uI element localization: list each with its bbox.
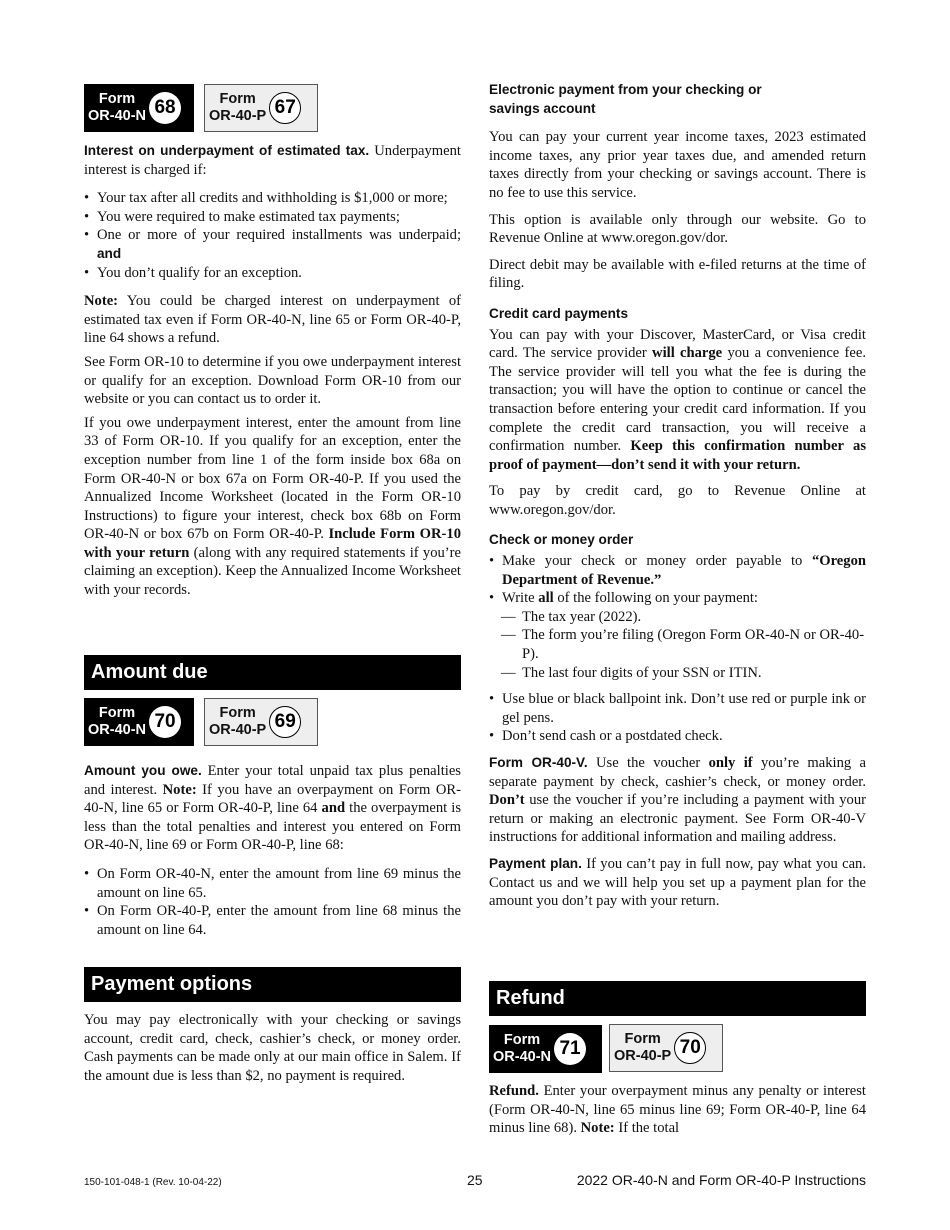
refund-label: Refund. <box>489 1083 539 1099</box>
payment-plan-label: Payment plan. <box>489 855 582 871</box>
payment-options-text: You may pay electronically with your checking or savings account, credit card, check, cashier’s check, or money order. Cash payments can be made only at our main office in Salem. If the amount due is less than $2, no payment is required. <box>84 1012 461 1084</box>
will-charge: will charge <box>652 345 723 362</box>
check-bullet: • Use blue or black ballpoint ink. Don’t use red or purple ink or gel pens. <box>489 690 866 727</box>
interest-para2: See Form OR-10 to determine if you owe underpayment interest or qualify for an exception. Download Form OR-10 from our website or you can contact us to order it. <box>84 353 461 408</box>
check-text: Write <box>502 590 535 607</box>
check-bullet <box>489 589 866 608</box>
check-dash-item: — The form you’re filing (Oregon Form OR-40-N or OR-40-P). <box>489 626 866 663</box>
credit-card-heading: Credit card payments <box>489 305 629 321</box>
credit-text: you a convenience fee. The service provider will tell you what the fee is during the transaction; you will have the option to continue or cancel the transaction before entering your credit card information. If you complete the credit card transaction, you will receive a confirmation number. <box>489 345 867 455</box>
note-label: Note: <box>162 781 197 798</box>
credit-text: You can pay with your Discover, MasterCard, or Visa credit card. The service provider <box>489 326 866 362</box>
form-badge-or40n-68 <box>84 84 194 132</box>
note-label: Note: <box>580 1120 615 1137</box>
interest-bullet: • You were required to make estimated tax payments; <box>84 208 461 227</box>
refund-heading: Refund <box>489 981 866 1016</box>
voucher-text: you’re making a separate payment by check, cashier’s check, or money order. <box>489 755 867 790</box>
line-number-badge: 67 <box>269 92 301 124</box>
payee-name: “Oregon Department of Revenue.” <box>502 553 866 588</box>
footer-title: 2022 OR-40-N and Form OR-40-P Instructions <box>576 1172 866 1188</box>
line-number-badge: 71 <box>554 1033 586 1065</box>
payment-options-heading: Payment options <box>84 967 461 1002</box>
badge-form-label: Form <box>503 1032 541 1048</box>
check-text: of the following on your payment: <box>557 590 758 607</box>
interest-bullet: • You don’t qualify for an exception. <box>84 264 461 283</box>
voucher-text: use the voucher if you’re including a payment with your return or making an electronic payment. See Form OR-40-V instructions for additional information and mailing address. <box>489 792 866 846</box>
interest-bullet-and: and <box>97 245 122 261</box>
interest-note: You could be charged interest on underpayment of estimated tax even if Form OR-40-N, line 65 or Form OR-40-P, line 64 shows a refund. <box>84 293 462 347</box>
keep-confirmation: Keep this confirmation number as proof of payment—don’t send it with your return. <box>489 438 866 473</box>
interest-title: Interest on underpayment of estimated tax. <box>84 143 370 158</box>
form-badge-or40p-70 <box>609 1024 723 1072</box>
amount-due-heading: Amount due <box>84 655 461 690</box>
all-label: all <box>538 590 554 607</box>
amount-due-section <box>84 762 461 939</box>
check-text: Make your check or money order payable to <box>502 553 803 570</box>
dont-label: Don’t <box>489 792 525 809</box>
amount-due-text: If you have an overpayment on Form OR-40-N, line 65 or Form OR-40-P, line 64 <box>84 781 461 817</box>
badge-form-label: Form <box>98 91 136 107</box>
line-number-badge: 69 <box>269 706 301 738</box>
form-badge-or40p-67 <box>204 84 318 132</box>
badge-form-code: OR-40-N <box>88 108 147 124</box>
electronic-payment-heading: Electronic payment from your checking or savings account <box>489 82 762 116</box>
payment-plan-text: If you can’t pay in full now, pay what you can. Contact us and we will help you set up a payment plan for the amount you don’t pay with your return. <box>489 855 867 910</box>
interest-bullet: • Your tax after all credits and withholding is $1,000 or more; <box>84 189 461 208</box>
badge-form-label: Form <box>98 705 136 721</box>
amount-due-text: the overpayment is less than the total penalties and interest you entered on Form OR-40-N, line 69 or Form OR-40-P, line 68: <box>84 800 461 854</box>
payment-options-section <box>84 1011 461 1085</box>
line-number-badge: 70 <box>149 706 181 738</box>
check-dash-item: — The tax year (2022). <box>489 608 866 627</box>
refund-text: Enter your overpayment minus any penalty or interest (Form OR-40-N, line 65 minus line 69; Form OR-40-P, line 64 minus line 68). <box>489 1083 866 1137</box>
check-dash-item: — The last four digits of your SSN or ITIN. <box>489 664 866 683</box>
electronic-p2: This option is available only through our website. Go to Revenue Online at www.oregon.gov/dor. <box>489 211 866 247</box>
electronic-p3: Direct debit may be available with e-filed returns at the time of filing. <box>489 256 866 292</box>
amount-due-bullet: • On Form OR-40-P, enter the amount from line 68 minus the amount on line 64. <box>84 902 461 939</box>
interest-intro: Underpayment interest is charged if: <box>84 143 461 178</box>
form-badge-or40n-70 <box>84 698 194 746</box>
interest-para3: If you owe underpayment interest, enter the amount from line 33 of Form OR-10. If you qualify for an exception, enter the exception number from line 1 of the form inside box 68a on Form OR-40-N or box 67a on Form OR-40-P. If you used the Annualized Income Worksheet (located in the Form OR-10 Instructions) to figure your interest, check box 68b on Form OR-40-N or box 67b on Form OR-40-P. <box>84 414 461 543</box>
refund-section <box>489 1082 866 1138</box>
interest-section <box>84 142 461 600</box>
and-label: and <box>321 800 346 817</box>
amount-you-owe-label: Amount you owe. <box>84 763 202 778</box>
form-badge-or40n-71 <box>489 1025 602 1073</box>
badge-form-code: OR-40-N <box>493 1049 552 1065</box>
refund-text: If the total <box>618 1120 680 1137</box>
footer-form-number: 150-101-048-1 (Rev. 10-04-22) <box>84 1177 222 1188</box>
electronic-payment-section <box>489 81 866 911</box>
electronic-p1: You can pay your current year income taxes, 2023 estimated income taxes, any prior year taxes due, and amended return taxes directly from your checking or savings account. There is no fee to use this service. <box>489 129 866 201</box>
badge-form-label: Form <box>219 705 256 721</box>
page-number: 25 <box>467 1172 483 1188</box>
badge-form-code: OR-40-N <box>88 722 147 738</box>
badge-form-code: OR-40-P <box>209 108 267 124</box>
badge-form-code: OR-40-P <box>614 1048 672 1064</box>
interest-bullet <box>84 226 461 263</box>
badge-form-code: OR-40-P <box>209 722 267 738</box>
note-label: Note: <box>84 293 119 310</box>
amount-due-bullet: • On Form OR-40-N, enter the amount from line 69 minus the amount on line 65. <box>84 865 461 902</box>
form-or40v-label: Form OR-40-V. <box>489 755 588 770</box>
credit-p2: To pay by credit card, go to Revenue Online at www.oregon.gov/dor. <box>489 483 866 518</box>
line-number-badge: 70 <box>674 1032 706 1064</box>
check-bullet: • Don’t send cash or a postdated check. <box>489 727 866 746</box>
include-form-or10: Include Form OR-10 with your return <box>84 526 461 561</box>
voucher-text: Use the voucher <box>595 755 701 771</box>
badge-form-label: Form <box>219 91 256 107</box>
form-badge-or40p-69 <box>204 698 318 746</box>
badge-form-label: Form <box>624 1031 661 1047</box>
only-if: only if <box>708 755 753 771</box>
amount-due-text: Enter your total unpaid tax plus penalties and interest. <box>84 763 461 798</box>
line-number-badge: 68 <box>149 92 181 124</box>
interest-para3-end: (along with any required statements if you’re claiming an exception). Keep the Annualized Income Worksheet with your records. <box>84 544 461 599</box>
check-bullet <box>489 552 866 589</box>
check-money-order-heading: Check or money order <box>489 532 634 548</box>
interest-bullet-text: One or more of your required installments was underpaid; <box>97 227 461 244</box>
